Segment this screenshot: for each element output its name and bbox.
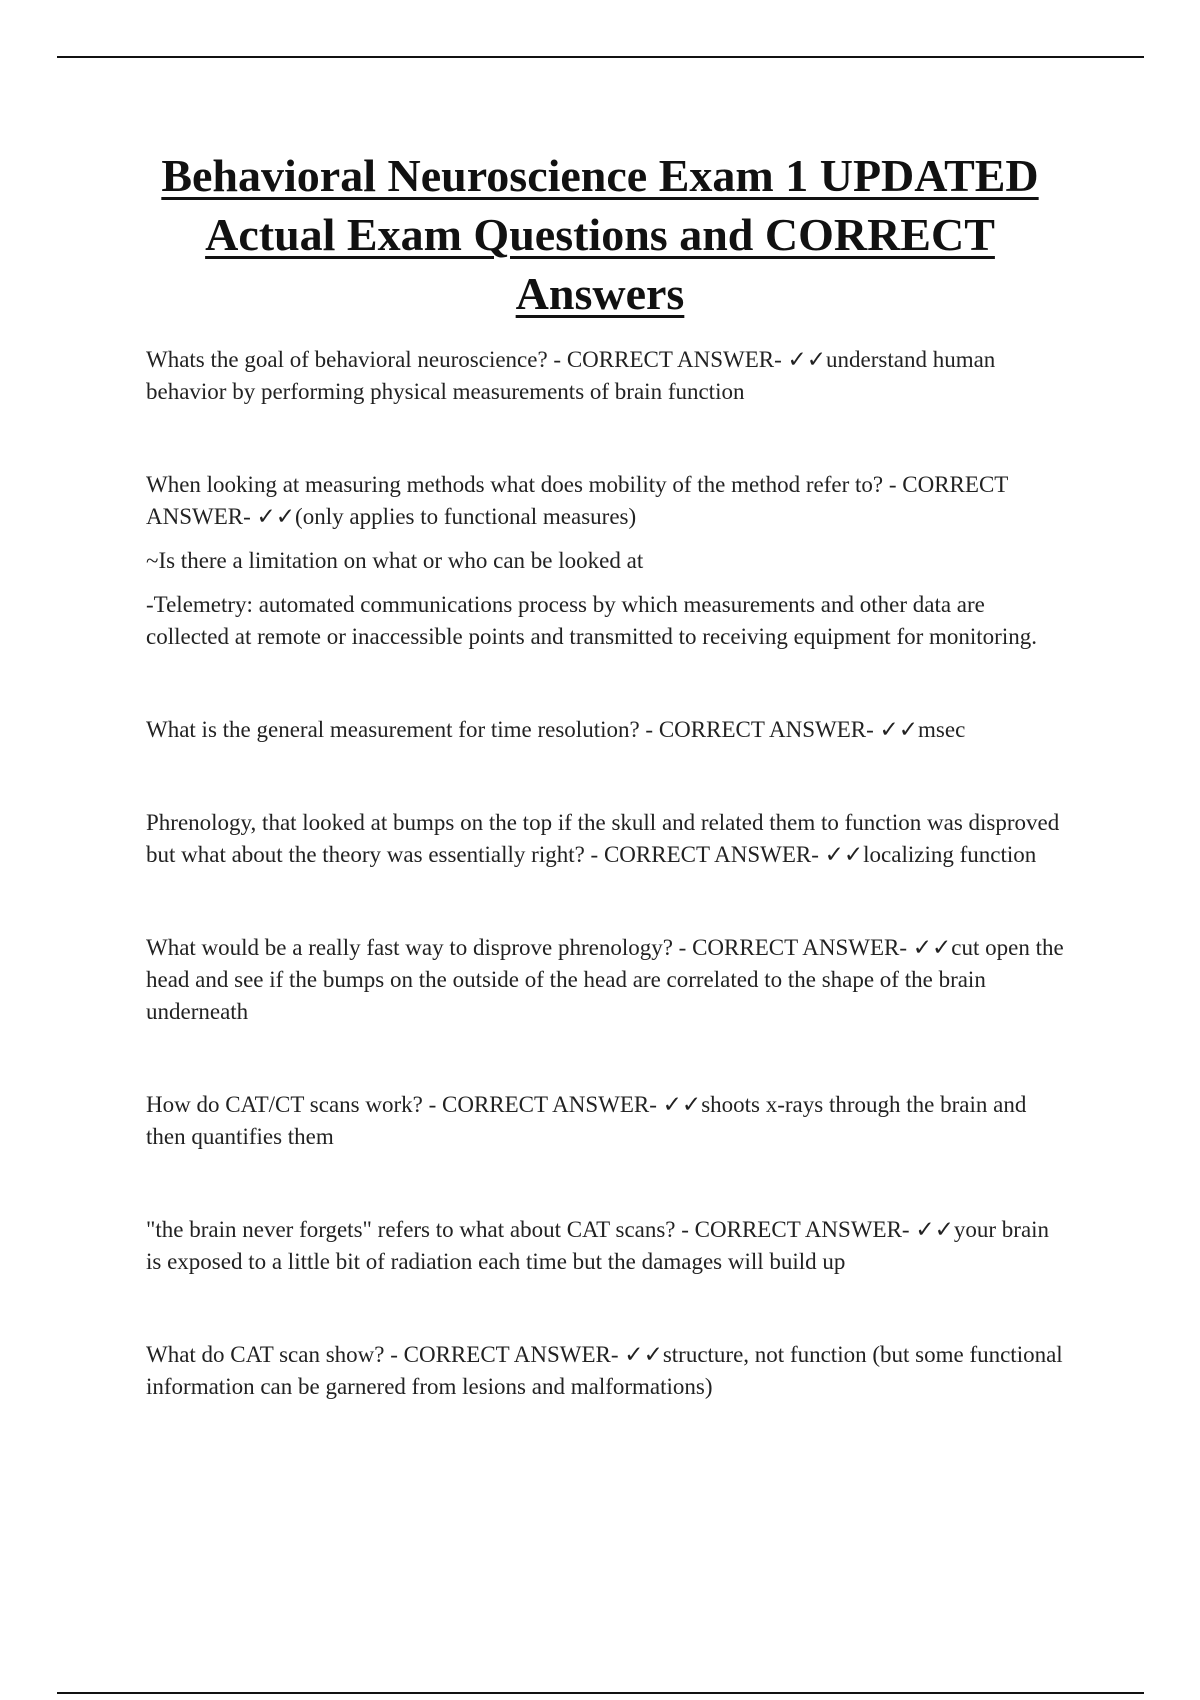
qa-paragraph: What would be a really fast way to disprove phrenology? - CORRECT ANSWER- ✓✓cut open the head and see if the bumps on the outside of the head are correlated to the shape of the brain underneath: [146, 935, 1064, 1024]
qa-paragraph: ~Is there a limitation on what or who can be looked at: [146, 548, 644, 573]
qa-paragraph: When looking at measuring methods what does mobility of the method refer to? - CORRECT ANSWER- ✓✓(only applies to functional measures): [146, 472, 1008, 529]
qa-paragraph: What do CAT scan show? - CORRECT ANSWER- ✓✓structure, not function (but some functional information can be garnered from lesions and malformations): [146, 1342, 1063, 1399]
qa-paragraph: How do CAT/CT scans work? - CORRECT ANSWER- ✓✓shoots x-rays through the brain and then quantifies them: [146, 1092, 1027, 1149]
document-title: [120, 146, 1080, 323]
top-divider: [57, 56, 1144, 58]
document-body: [146, 344, 1066, 1403]
qa-paragraph: Whats the goal of behavioral neuroscience? - CORRECT ANSWER- ✓✓understand human behavior by performing physical measurements of brain function: [146, 347, 996, 404]
qa-paragraph: -Telemetry: automated communications process by which measurements and other data are collected at remote or inaccessible points and transmitted to receiving equipment for monitoring.: [146, 592, 1037, 649]
bottom-divider: [57, 1692, 1144, 1694]
qa-paragraph: Phrenology, that looked at bumps on the top if the skull and related them to function was disproved but what about the theory was essentially right? - CORRECT ANSWER- ✓✓localizing function: [146, 810, 1060, 867]
qa-paragraph: "the brain never forgets" refers to what about CAT scans? - CORRECT ANSWER- ✓✓your brain is exposed to a little bit of radiation each time but the damages will build up: [146, 1217, 1050, 1274]
document-title-text: Behavioral Neuroscience Exam 1 UPDATED Actual Exam Questions and CORRECT Answers: [161, 150, 1039, 319]
qa-paragraph: What is the general measurement for time resolution? - CORRECT ANSWER- ✓✓msec: [146, 717, 966, 742]
